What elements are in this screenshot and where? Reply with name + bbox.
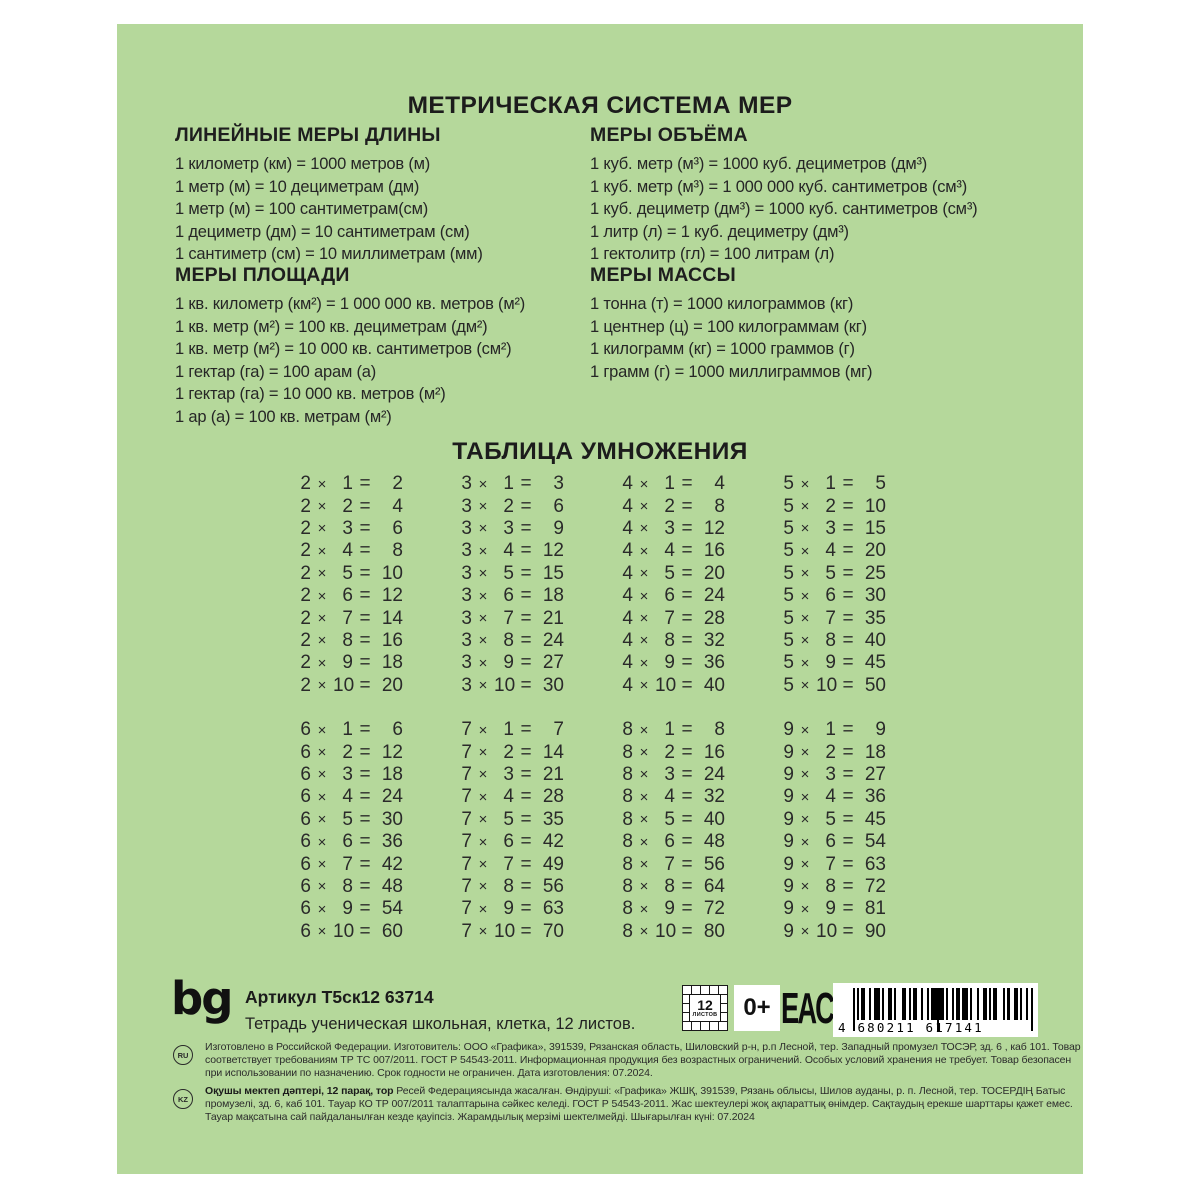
multiplication-equation: 7 × 2 = 14	[461, 741, 564, 763]
metric-line: 1 куб. метр (м³) = 1000 куб. дециметров (дм³)	[590, 155, 928, 173]
multiplication-equation: 3 × 7 = 21	[461, 607, 564, 629]
multiplication-equation: 3 × 5 = 15	[461, 562, 564, 584]
multiplication-table-title: ТАБЛИЦА УМНОЖЕНИЯ	[452, 438, 748, 465]
metric-line: 1 куб. дециметр (дм³) = 1000 куб. сантиметров (см³)	[590, 200, 978, 218]
multiplication-equation: 9 × 8 = 72	[783, 875, 886, 897]
multiplication-equation: 7 × 1 = 7	[461, 719, 564, 741]
metric-line: 1 килограмм (кг) = 1000 граммов (г)	[590, 340, 855, 358]
metric-line: 1 метр (м) = 10 дециметрам (дм)	[175, 177, 420, 196]
multiplication-equation: 2 × 4 = 8	[300, 540, 403, 562]
multiplication-equation: 7 × 3 = 21	[461, 763, 564, 785]
kz-language-icon: KZ	[173, 1089, 193, 1109]
multiplication-equation: 3 × 2 = 6	[461, 495, 564, 517]
area-lines	[175, 293, 525, 428]
eac-conformity-icon: EAC	[781, 984, 834, 1033]
multiplication-equation: 4 × 10 = 40	[622, 674, 725, 696]
metric-line: 1 гектар (га) = 10 000 кв. метров (м²)	[175, 385, 446, 403]
metric-line: 1 метр (м) = 100 сантиметрам(см)	[175, 200, 429, 218]
metric-line: 1 сантиметр (см) = 10 миллиметрам (мм)	[175, 245, 483, 263]
multiplication-equation: 9 × 2 = 18	[783, 741, 886, 763]
section-heading-volume: МЕРЫ ОБЪЁМА	[590, 124, 748, 146]
barcode	[833, 983, 1038, 1037]
multiplication-equation: 5 × 2 = 10	[783, 495, 886, 517]
multiplication-equation: 2 × 5 = 10	[300, 562, 403, 584]
multiplication-equation: 4 × 2 = 8	[622, 495, 725, 517]
sheets-count-icon	[682, 985, 728, 1031]
sheets-count-label	[689, 994, 721, 1022]
multiplication-equation: 3 × 6 = 18	[461, 585, 564, 607]
age-rating-icon	[734, 985, 780, 1031]
metric-line: 1 кв. километр (км²) = 1 000 000 кв. метров (м²)	[175, 295, 526, 313]
metric-line: 1 тонна (т) = 1000 килограммов (кг)	[590, 295, 854, 313]
multiplication-equation: 7 × 4 = 28	[461, 786, 564, 808]
multiplication-equation: 5 × 8 = 40	[783, 629, 886, 651]
kz-legal-text	[205, 1085, 1081, 1124]
length-lines	[175, 153, 483, 266]
multiplication-equation: 5 × 9 = 45	[783, 652, 886, 674]
cover-page	[117, 24, 1083, 1174]
multiplication-equation: 4 × 3 = 12	[622, 517, 725, 539]
brand-logo: bg	[171, 972, 232, 1025]
multiplication-equation: 6 × 2 = 12	[300, 741, 403, 763]
kz-legal-body: Ресей Федерациясында жасалған. Өндіруші: «Графика» ЖШҚ, 391539, Рязань облысы, Шилов ауданы, р. п. Лесной, тер. ТОСЕРДІҢ Батыс промузелі, зд. 6, каб 101. Тауар КО ТР 007/2011 талаптарына сәйкес келеді. ГОСТ Р 54543-2011. Жас шектеулері жоқ ақпараттық өнімдер. Сақтаудың ерекше шарттары қажет емес. Тауар мақсатына сай пайдаланылған кезде қауіпсіз. Жарамдылық мерзімі шектелмейді. Шығарылған күні: 07.2024	[205, 1085, 1073, 1123]
article-block	[245, 987, 635, 1034]
section-heading-length: ЛИНЕЙНЫЕ МЕРЫ ДЛИНЫ	[175, 124, 441, 146]
multiplication-equation: 2 × 1 = 2	[300, 473, 403, 495]
multiplication-equation: 3 × 10 = 30	[461, 674, 564, 696]
multiplication-equation: 5 × 10 = 50	[783, 674, 886, 696]
multiplication-equation: 6 × 6 = 36	[300, 831, 403, 853]
multiplication-equation: 3 × 3 = 9	[461, 517, 564, 539]
multiplication-equation: 6 × 8 = 48	[300, 875, 403, 897]
multiplication-equation: 3 × 8 = 24	[461, 629, 564, 651]
multiplication-equation: 9 × 6 = 54	[783, 831, 886, 853]
multiplication-equation: 3 × 9 = 27	[461, 652, 564, 674]
multiplication-equation: 8 × 8 = 64	[622, 875, 725, 897]
multiplication-equation: 9 × 3 = 27	[783, 763, 886, 785]
multiplication-equation: 8 × 7 = 56	[622, 853, 725, 875]
multiplication-equation: 5 × 3 = 15	[783, 517, 886, 539]
multiplication-equation: 6 × 5 = 30	[300, 808, 403, 830]
multiplication-equation: 2 × 8 = 16	[300, 629, 403, 651]
multiplication-equation: 9 × 5 = 45	[783, 808, 886, 830]
multiplication-equation: 7 × 7 = 49	[461, 853, 564, 875]
multiplication-equation: 5 × 4 = 20	[783, 540, 886, 562]
volume-lines	[590, 153, 977, 266]
multiplication-equation: 8 × 9 = 72	[622, 898, 725, 920]
kz-product-name: Оқушы мектеп дәптері, 12 парақ, тор	[205, 1085, 397, 1097]
multiplication-equation: 2 × 3 = 6	[300, 517, 403, 539]
barcode-bars-icon	[857, 988, 1030, 1020]
multiplication-equation: 2 × 6 = 12	[300, 585, 403, 607]
multiplication-equation: 8 × 1 = 8	[622, 719, 725, 741]
ru-legal-text: Изготовлено в Российской Федерации. Изготовитель: ООО «Графика», 391539, Рязанская область, Шиловский р-н, р.п Лесной, тер. Западный промузел ТОСЭР, зд. 6 , каб 101. Товар соответствует требованиям ТР ТС 007/2011. ГОСТ Р 54543-2011. Информационная продукция без возрастных ограничений. Особых условий хранения не требует. Товар безопасен при использовании по назначению. Срок годности не ограничен. Дата изготовления: 07.2024.	[205, 1041, 1081, 1079]
mass-lines	[590, 293, 872, 383]
barcode-guard-icon	[1031, 988, 1033, 1031]
multiplication-equation: 8 × 4 = 32	[622, 786, 725, 808]
multiplication-equation: 2 × 7 = 14	[300, 607, 403, 629]
multiplication-equation: 9 × 7 = 63	[783, 853, 886, 875]
article-number: Артикул Т5ск12 63714	[245, 987, 434, 1007]
multiplication-equation: 7 × 9 = 63	[461, 898, 564, 920]
section-heading-mass: МЕРЫ МАССЫ	[590, 264, 736, 286]
multiplication-equation: 2 × 9 = 18	[300, 652, 403, 674]
multiplication-equation: 9 × 9 = 81	[783, 898, 886, 920]
multiplication-equation: 6 × 4 = 24	[300, 786, 403, 808]
multiplication-equation: 7 × 5 = 35	[461, 808, 564, 830]
multiplication-equation: 5 × 5 = 25	[783, 562, 886, 584]
age-rating-value: 0+	[743, 994, 771, 1021]
multiplication-block-6-9	[295, 719, 939, 943]
metric-line: 1 кв. метр (м²) = 100 кв. дециметрам (дм²)	[175, 317, 488, 336]
metric-line: 1 гектар (га) = 100 арам (а)	[175, 362, 377, 381]
multiplication-equation: 4 × 5 = 20	[622, 562, 725, 584]
barcode-number: 4 680211 617141	[838, 1020, 984, 1035]
multiplication-equation: 4 × 4 = 16	[622, 540, 725, 562]
multiplication-equation: 8 × 3 = 24	[622, 763, 725, 785]
multiplication-equation: 6 × 3 = 18	[300, 763, 403, 785]
multiplication-equation: 3 × 1 = 3	[461, 473, 564, 495]
multiplication-equation: 4 × 8 = 32	[622, 629, 725, 651]
multiplication-equation: 3 × 4 = 12	[461, 540, 564, 562]
multiplication-equation: 7 × 10 = 70	[461, 920, 564, 942]
metric-line: 1 километр (км) = 1000 метров (м)	[175, 155, 431, 173]
multiplication-equation: 6 × 1 = 6	[300, 719, 403, 741]
multiplication-equation: 8 × 10 = 80	[622, 920, 725, 942]
metric-line: 1 грамм (г) = 1000 миллиграммов (мг)	[590, 362, 873, 381]
metric-line: 1 ар (а) = 100 кв. метрам (м²)	[175, 407, 392, 426]
multiplication-equation: 8 × 2 = 16	[622, 741, 725, 763]
metric-line: 1 кв. метр (м²) = 10 000 кв. сантиметров (см²)	[175, 340, 512, 358]
multiplication-equation: 8 × 6 = 48	[622, 831, 725, 853]
multiplication-equation: 4 × 1 = 4	[622, 473, 725, 495]
multiplication-equation: 5 × 1 = 5	[783, 473, 886, 495]
sheets-count-unit: ЛИСТОВ	[692, 1011, 718, 1018]
multiplication-equation: 9 × 10 = 90	[783, 920, 886, 942]
metric-line: 1 гектолитр (гл) = 100 литрам (л)	[590, 245, 835, 263]
ru-language-icon: RU	[173, 1045, 193, 1065]
multiplication-equation: 2 × 2 = 4	[300, 495, 403, 517]
multiplication-equation: 6 × 9 = 54	[300, 898, 403, 920]
multiplication-equation: 4 × 7 = 28	[622, 607, 725, 629]
multiplication-equation: 5 × 6 = 30	[783, 585, 886, 607]
multiplication-block-2-5	[295, 473, 939, 697]
multiplication-equation: 4 × 9 = 36	[622, 652, 725, 674]
multiplication-equation: 6 × 7 = 42	[300, 853, 403, 875]
multiplication-equation: 7 × 6 = 42	[461, 831, 564, 853]
multiplication-equation: 4 × 6 = 24	[622, 585, 725, 607]
multiplication-equation: 6 × 10 = 60	[300, 920, 403, 942]
sheets-count-value: 12	[697, 996, 713, 1013]
metric-line: 1 центнер (ц) = 100 килограммам (кг)	[590, 317, 867, 336]
section-heading-area: МЕРЫ ПЛОЩАДИ	[175, 264, 350, 286]
product-description: Тетрадь ученическая школьная, клетка, 12 листов.	[245, 1015, 636, 1033]
metric-line: 1 куб. метр (м³) = 1 000 000 куб. сантиметров (см³)	[590, 177, 968, 196]
multiplication-equation: 9 × 4 = 36	[783, 786, 886, 808]
metric-line: 1 литр (л) = 1 куб. дециметру (дм³)	[590, 222, 849, 241]
multiplication-equation: 7 × 8 = 56	[461, 875, 564, 897]
multiplication-equation: 9 × 1 = 9	[783, 719, 886, 741]
metric-line: 1 дециметр (дм) = 10 сантиметрам (см)	[175, 222, 470, 241]
multiplication-equation: 8 × 5 = 40	[622, 808, 725, 830]
multiplication-equation: 2 × 10 = 20	[300, 674, 403, 696]
multiplication-equation: 5 × 7 = 35	[783, 607, 886, 629]
metric-system-title: МЕТРИЧЕСКАЯ СИСТЕМА МЕР	[407, 92, 793, 119]
